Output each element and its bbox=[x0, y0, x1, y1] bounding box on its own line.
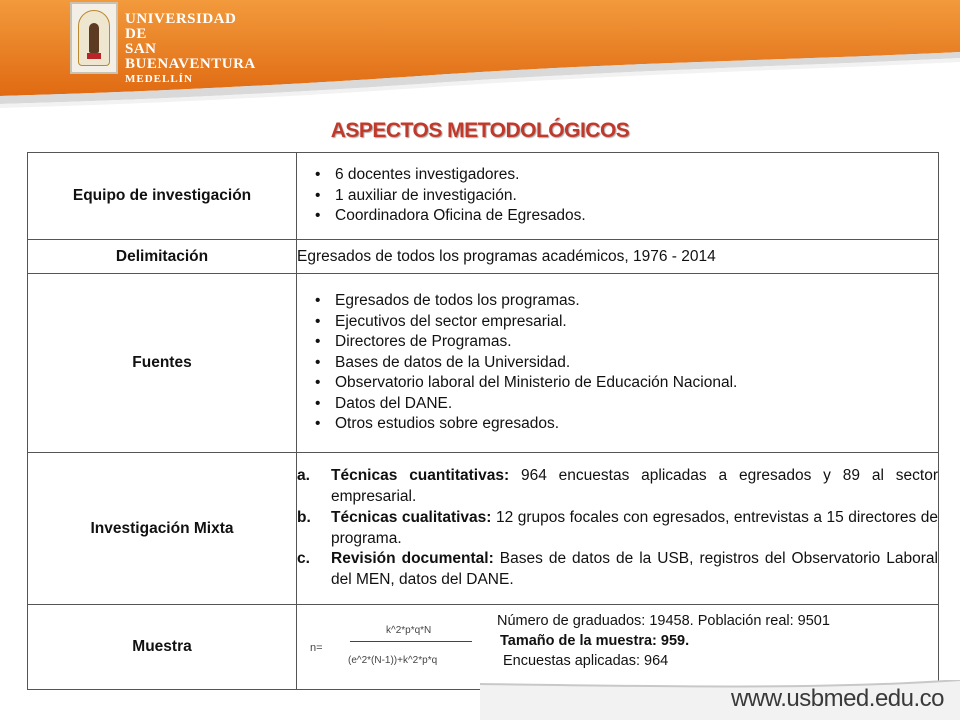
list-item bbox=[297, 466, 938, 508]
item-text: Bases de datos de la USB, registros del Observatorio Laboral del MEN, datos del DANE. bbox=[331, 550, 938, 589]
list-item: • Datos del DANE. bbox=[317, 394, 938, 415]
page-title: ASPECTOS METODOLÓGICOS bbox=[330, 119, 630, 142]
row-content-mixta bbox=[297, 453, 939, 605]
university-name bbox=[125, 12, 256, 87]
list-item: • 6 docentes investigadores. bbox=[317, 165, 938, 186]
item-text: 964 encuestas aplicadas a egresados y 89 al sector empresarial. bbox=[331, 467, 938, 505]
item-title: Revisión documental: bbox=[331, 550, 494, 568]
list-item: • Coordinadora Oficina de Egresados. bbox=[317, 206, 938, 227]
list-item: • Otros estudios sobre egresados. bbox=[317, 414, 938, 435]
list-item: • Egresados de todos los programas. bbox=[317, 291, 938, 312]
row-label-equipo: Equipo de investigación bbox=[28, 153, 297, 240]
list-item: • Ejecutivos del sector empresarial. bbox=[317, 312, 938, 333]
list-item: • Bases de datos de la Universidad. bbox=[317, 353, 938, 374]
university-logo bbox=[65, 0, 256, 85]
sample-line-surveys: Encuestas aplicadas: 964 bbox=[503, 653, 669, 669]
row-content-fuentes bbox=[297, 274, 939, 453]
row-label-delimitacion: Delimitación bbox=[28, 240, 297, 274]
row-content-equipo bbox=[297, 153, 939, 240]
row-content-delimitacion: Egresados de todos los programas académicos, 1976 - 2014 bbox=[297, 240, 939, 274]
sample-size-formula bbox=[310, 625, 490, 675]
sample-line-size: Tamaño de la muestra: 959. bbox=[500, 633, 690, 649]
table-row bbox=[28, 153, 939, 240]
formula-numerator: k^2*p*q*N bbox=[386, 625, 432, 636]
university-name-line2: SAN BUENAVENTURA bbox=[125, 41, 256, 72]
item-title: Técnicas cuantitativas: bbox=[331, 467, 510, 485]
university-name-line1: UNIVERSIDAD DE bbox=[125, 11, 237, 42]
sample-line-population: Número de graduados: 19458. Población real: 9501 bbox=[497, 613, 830, 629]
list-marker: a. bbox=[297, 467, 310, 485]
crest-icon bbox=[70, 2, 118, 74]
list-item: • Directores de Programas. bbox=[317, 332, 938, 353]
table-row bbox=[28, 274, 939, 453]
equipo-list bbox=[297, 165, 938, 227]
sample-details bbox=[497, 611, 830, 671]
site-url: www.usbmed.edu.co bbox=[731, 685, 944, 712]
formula-fraction-bar bbox=[350, 641, 472, 642]
list-item: • Observatorio laboral del Ministerio de Educación Nacional. bbox=[317, 373, 938, 394]
row-label-muestra: Muestra bbox=[28, 605, 297, 690]
fuentes-list bbox=[297, 291, 938, 435]
header-band bbox=[0, 0, 960, 110]
list-item bbox=[297, 549, 938, 591]
row-label-mixta: Investigación Mixta bbox=[28, 453, 297, 605]
formula-lhs: n= bbox=[310, 642, 323, 654]
list-marker: b. bbox=[297, 508, 311, 526]
row-label-fuentes: Fuentes bbox=[28, 274, 297, 453]
item-text: 12 grupos focales con egresados, entrevistas a 15 directores de programa. bbox=[331, 508, 938, 547]
methodology-table bbox=[27, 152, 939, 690]
list-item bbox=[297, 508, 938, 550]
formula-denominator: (e^2*(N-1))+k^2*p*q bbox=[348, 655, 438, 666]
university-name-line3: MEDELLÍN bbox=[125, 73, 193, 85]
mixta-list bbox=[297, 466, 938, 591]
table-row bbox=[28, 240, 939, 274]
list-item: • 1 auxiliar de investigación. bbox=[317, 186, 938, 207]
list-marker: c. bbox=[297, 550, 310, 568]
table-row bbox=[28, 453, 939, 605]
item-title: Técnicas cualitativas: bbox=[331, 508, 492, 526]
